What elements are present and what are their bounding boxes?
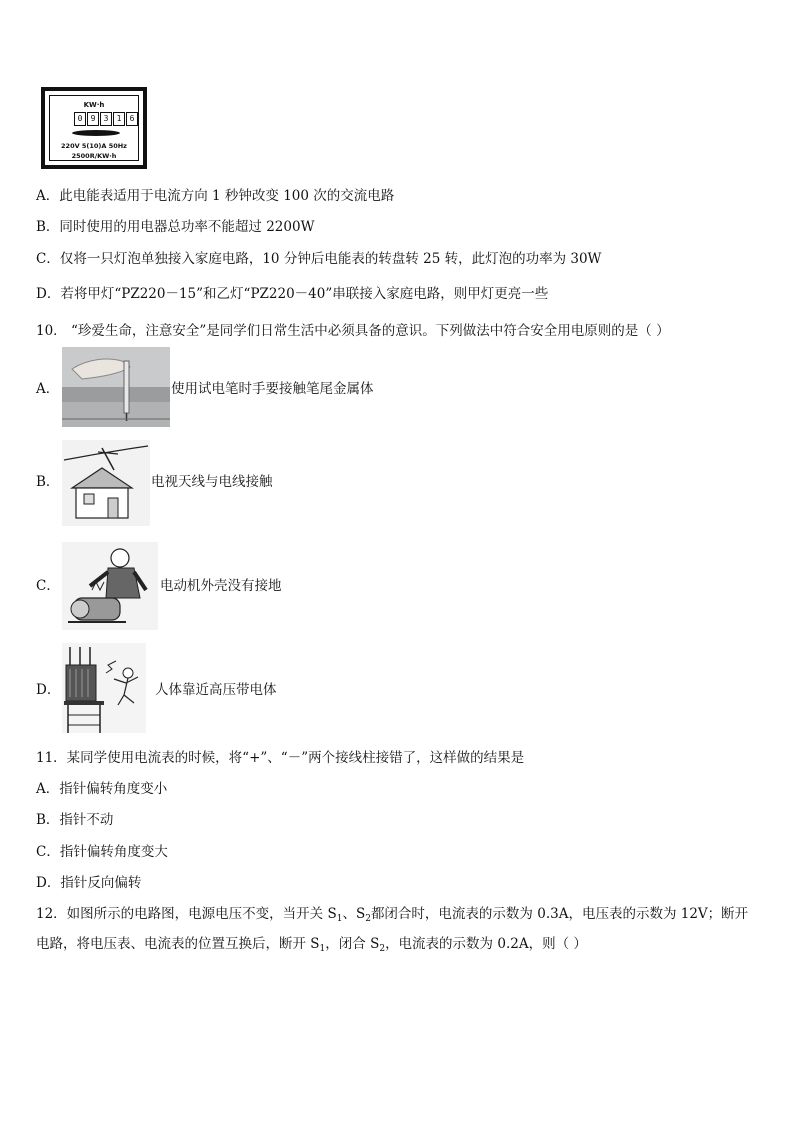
q10-stem: 10． “珍爱生命，注意安全”是同学们日常生活中必须具备的意识。下列做法中符合安全用电原则的是（ ） [36,323,670,339]
q12-text: 、S [342,906,366,922]
q10-option-b-label: B． [36,474,60,490]
test-pen-hand-image [62,347,170,427]
q12-text: ，闭合 S [325,936,380,952]
option-text: 指针偏转角度变小 [59,781,168,797]
q10-option-b-text: 电视天线与电线接触 [151,474,273,490]
meter-digit: 6 [126,112,138,126]
option-text: 若将甲灯“PZ220－15”和乙灯“PZ220－40”串联接入家庭电路，则甲灯更亮一些 [60,286,549,302]
meter-revolutions: 2500R/KW·h [71,152,117,160]
q12-text: 12．如图所示的电路图，电源电压不变，当开关 S [36,906,337,922]
meter-disc-icon [72,130,120,136]
q10-option-c-label: C． [36,578,60,594]
q12-text: 电路，将电压表、电流表的位置互换后，断开 S [36,936,320,952]
option-text: 指针反向偏转 [60,875,142,891]
q10-option-c-text: 电动机外壳没有接地 [160,578,282,594]
option-text: 指针不动 [59,812,114,828]
q11-option-b [36,811,113,829]
electric-meter-figure [41,87,147,169]
q9-option-d [36,285,548,303]
meter-digit: 3 [100,112,112,126]
subscript: 1 [336,914,343,924]
q12-text: 都闭合时，电流表的示数为 0.3A，电压表的示数为 12V；断开 [370,906,749,922]
meter-digit: 1 [113,112,125,126]
q10-option-d-text: 人体靠近高压带电体 [155,682,277,698]
option-text: 同时使用的用电器总功率不能超过 2200W [59,219,315,235]
q9-option-c [36,250,601,268]
meter-spec: 220V 5(10)A 50Hz [61,142,127,150]
q10-option-a-text: 使用试电笔时手要接触笔尾金属体 [171,381,374,397]
subscript: 2 [365,914,371,924]
meter-face [49,95,139,161]
q11-option-c [36,843,168,861]
option-text: 仅将一只灯泡单独接入家庭电路，10 分钟后电能表的转盘转 25 转，此灯泡的功率为 30W [59,251,602,267]
q9-option-a [36,187,394,205]
option-label: C． [36,251,60,267]
meter-digit: 0 [74,112,86,126]
option-text: 此电能表适用于电流方向 1 秒钟改变 100 次的交流电路 [59,188,395,204]
option-text: 指针偏转角度变大 [59,844,168,860]
option-label: A． [36,188,60,204]
q11-stem: 11．某同学使用电流表的时候，将“+”、“－”两个接线柱接错了，这样做的结果是 [36,750,525,766]
option-label: A． [36,781,60,797]
subscript: 1 [319,944,326,954]
q12-text: ，电流表的示数为 0.2A，则（ ） [385,936,587,952]
high-voltage-person-image [62,643,146,733]
meter-unit: KW·h [83,101,105,109]
subscript: 2 [379,944,386,954]
option-label: B． [36,219,60,235]
q10-option-a-label: A． [36,381,60,397]
motor-worker-image [62,542,158,630]
q11-option-a [36,780,167,798]
option-label: D． [36,875,61,891]
q10-option-d-label: D． [36,682,61,698]
q12-stem-line1 [36,905,748,923]
q9-option-b [36,218,314,236]
q12-stem-line2 [36,935,587,953]
option-label: B． [36,812,60,828]
meter-digit: 9 [87,112,99,126]
option-label: C． [36,844,60,860]
q11-option-d [36,874,141,892]
option-label: D． [36,286,61,302]
tv-antenna-house-image [62,440,150,526]
meter-reading [74,112,139,126]
